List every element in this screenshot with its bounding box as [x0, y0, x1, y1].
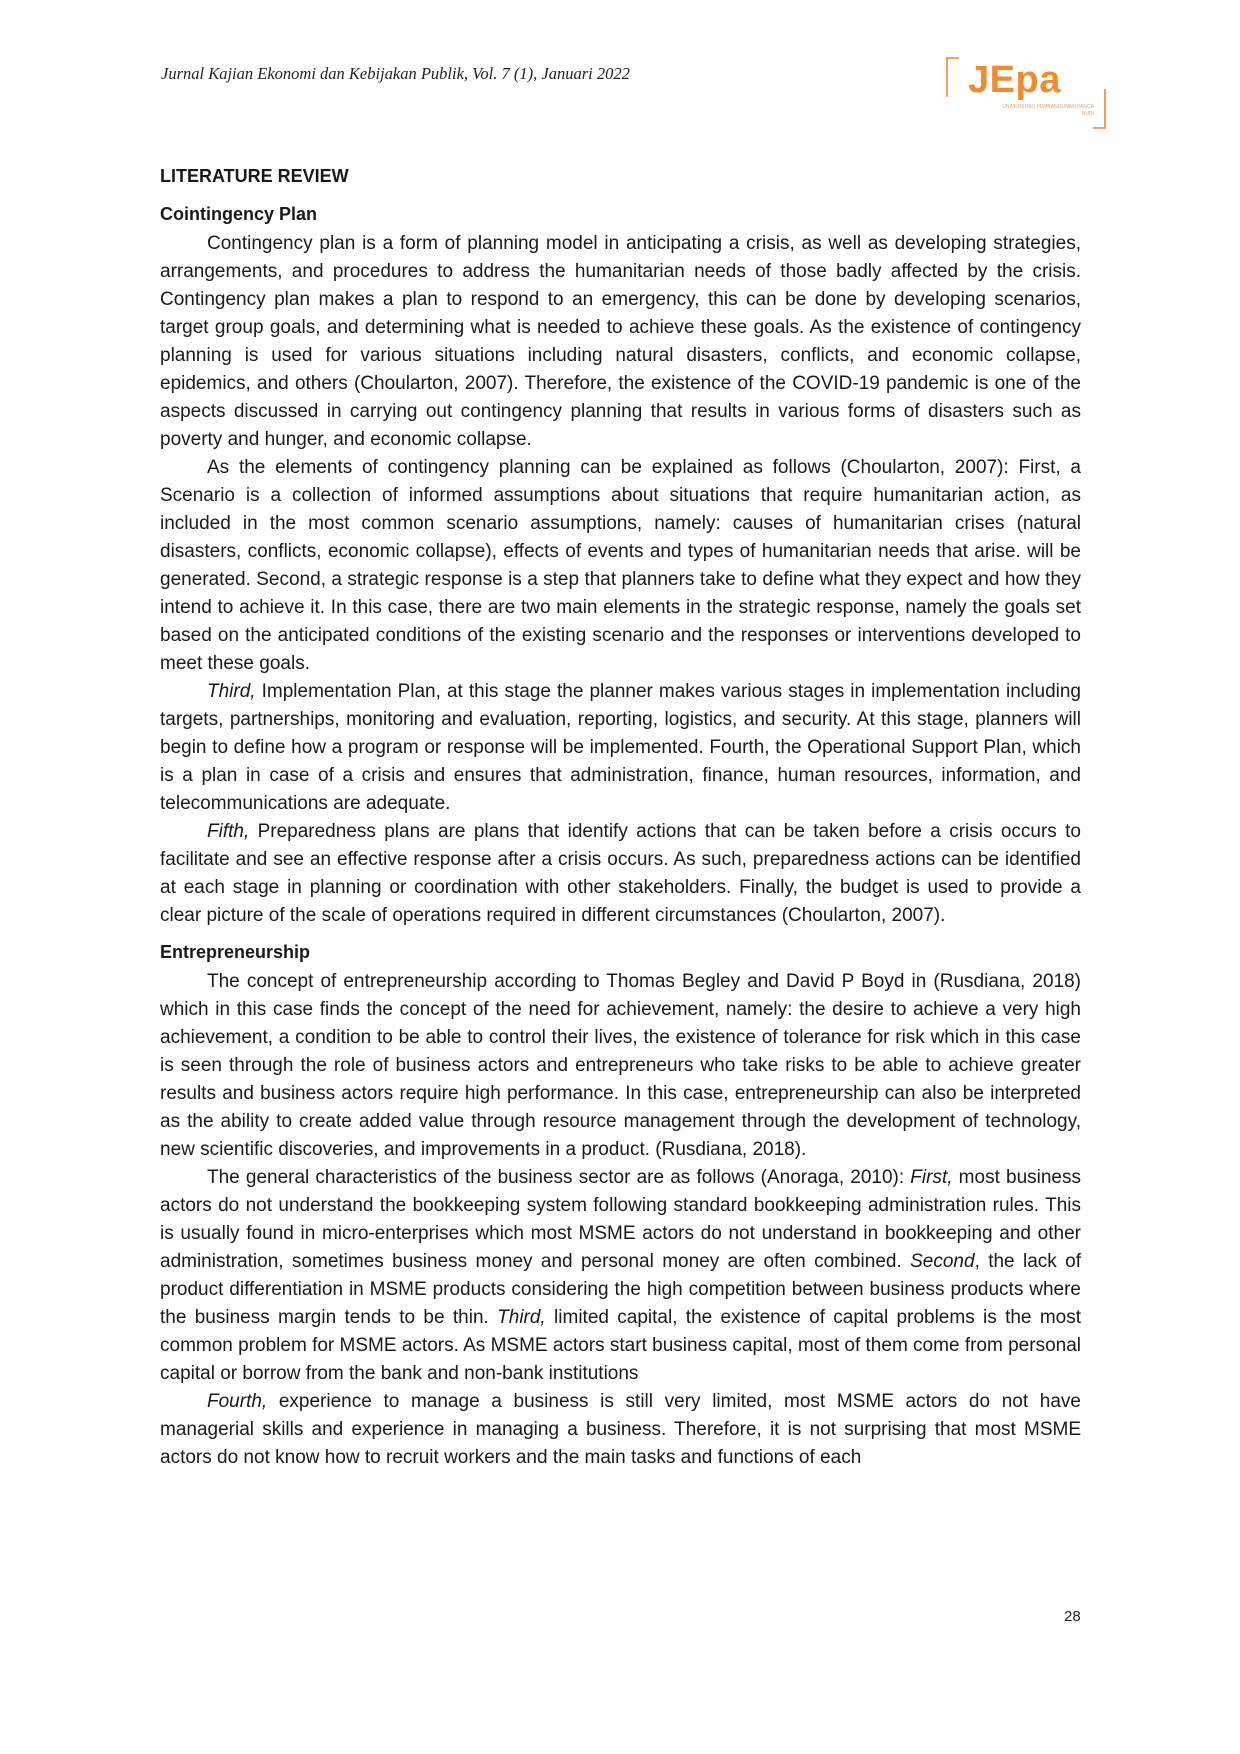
emphasis-first: First,: [910, 1167, 953, 1188]
paragraph-text: , the lack of product differentiation in MSME products considering the high competition between business products where the business margin tends to be thin.: [160, 1251, 1081, 1328]
paragraph-text: As the elements of contingency planning can be explained as follows (Choularton, 2007): First, a Scenario is a collection of informed assumptions about situations that require humanitarian action, as included in the most common scenario assumptions, namely: causes of humanitarian crises (natural disasters, conflicts, economic collapse), effects of events and types of humanitarian needs that arise. will be generated. Second, a strategic response is a step that planners take to define what they expect and how they intend to achieve it. In this case, there are two main elements in the strategic response, namely the goals set based on the anticipated conditions of the existing scenario and the responses or interventions developed to meet these goals.: [160, 457, 1081, 674]
subsection-heading-contingency: Cointingency Plan: [160, 204, 318, 224]
paragraph-lead: Fourth,: [207, 1391, 268, 1412]
page-number: 28: [1064, 1608, 1081, 1625]
paragraph-text: Contingency plan is a form of planning model in anticipating a crisis, as well as developing strategies, arrangements, and procedures to address the humanitarian needs of those badly affected by the crisis. Contingency plan makes a plan to respond to an emergency, this can be done by developing scenarios, target group goals, and determining what is needed to achieve these goals. As the existence of contingency planning is used for various situations including natural disasters, conflicts, and economic collapse, epidemics, and others (Choularton, 2007). Therefore, the existence of the COVID-19 pandemic is one of the aspects discussed in carrying out contingency planning that results in various forms of disasters such as poverty and hunger, and economic collapse.: [160, 233, 1081, 450]
paragraph-text: The concept of entrepreneurship according to Thomas Begley and David P Boyd in (Rusdiana, 2018) which in this case finds the concept of the need for achievement, namely: the desire to achieve a very high achievement, a condition to be able to control their lives, the existence of tolerance for risk which in this case is seen through the role of business actors and entrepreneurs who take risks to be able to achieve greater results and business actors require high performance. In this case, entrepreneurship can also be interpreted as the ability to create added value through resource management through the development of technology, new scientific discoveries, and improvements in a product. (Rusdiana, 2018).: [160, 971, 1081, 1160]
paragraph-text: Implementation Plan, at this stage the planner makes various stages in implementation including targets, partnerships, monitoring and evaluation, reporting, logistics, and security. At this stage, planners will begin to define how a program or response will be implemented. Fourth, the Operational Support Plan, which is a plan in case of a crisis and ensures that administration, finance, human resources, information, and telecommunications are adequate.: [160, 681, 1081, 814]
paragraph-text: most business actors do not understand the bookkeeping system following standard bookkeeping administration rules. This is usually found in micro-enterprises which most MSME actors do not understand in bookkeeping and other administration, sometimes business money and personal money are often combined.: [160, 1167, 1081, 1272]
emphasis-third: Third,: [497, 1307, 546, 1328]
paragraph: [160, 678, 1081, 818]
logo-bracket-top-left: [946, 57, 959, 97]
section-heading: LITERATURE REVIEW: [160, 166, 349, 186]
logo-bracket-bottom-right: [1093, 89, 1106, 129]
paragraph-text: Preparedness plans are plans that identify actions that can be taken before a crisis occurs to facilitate and see an effective response after a crisis occurs. As such, preparedness actions can be identified at each stage in planning or coordination with other stakeholders. Finally, the budget is used to provide a clear picture of the scale of operations required in different circumstances (Choularton, 2007).: [160, 821, 1081, 926]
journal-logo: [946, 57, 1106, 129]
paragraph-text: limited capital, the existence of capital problems is the most common problem for MSME actors. As MSME actors start business capital, most of them come from personal capital or borrow from the bank and non-bank institutions: [160, 1307, 1081, 1384]
logo-subtext: UNIVERSITAS PEMBANGUNAN PANCA BUDI: [1002, 104, 1094, 117]
article-body: [160, 162, 1081, 1472]
paragraph: [160, 1164, 1081, 1388]
paragraph: [160, 454, 1081, 678]
emphasis-second: Second: [910, 1251, 975, 1272]
subsection-heading-entrepreneurship: Entrepreneurship: [160, 942, 311, 962]
logo-wordmark: JEpa: [968, 59, 1061, 101]
paragraph-text: experience to manage a business is still very limited, most MSME actors do not have managerial skills and experience in managing a business. Therefore, it is not surprising that most MSME actors do not know how to recruit workers and the main tasks and functions of each: [160, 1391, 1081, 1468]
running-head: Jurnal Kajian Ekonomi dan Kebijakan Publik, Vol. 7 (1), Januari 2022: [161, 64, 630, 83]
paragraph-text: The general characteristics of the business sector are as follows (Anoraga, 2010):: [207, 1167, 911, 1188]
paragraph-lead: Fifth,: [207, 821, 250, 842]
paragraph: [160, 968, 1081, 1164]
paragraph: [160, 1388, 1081, 1472]
paragraph: [160, 230, 1081, 454]
paragraph: [160, 818, 1081, 930]
paragraph-lead: Third,: [207, 681, 256, 702]
